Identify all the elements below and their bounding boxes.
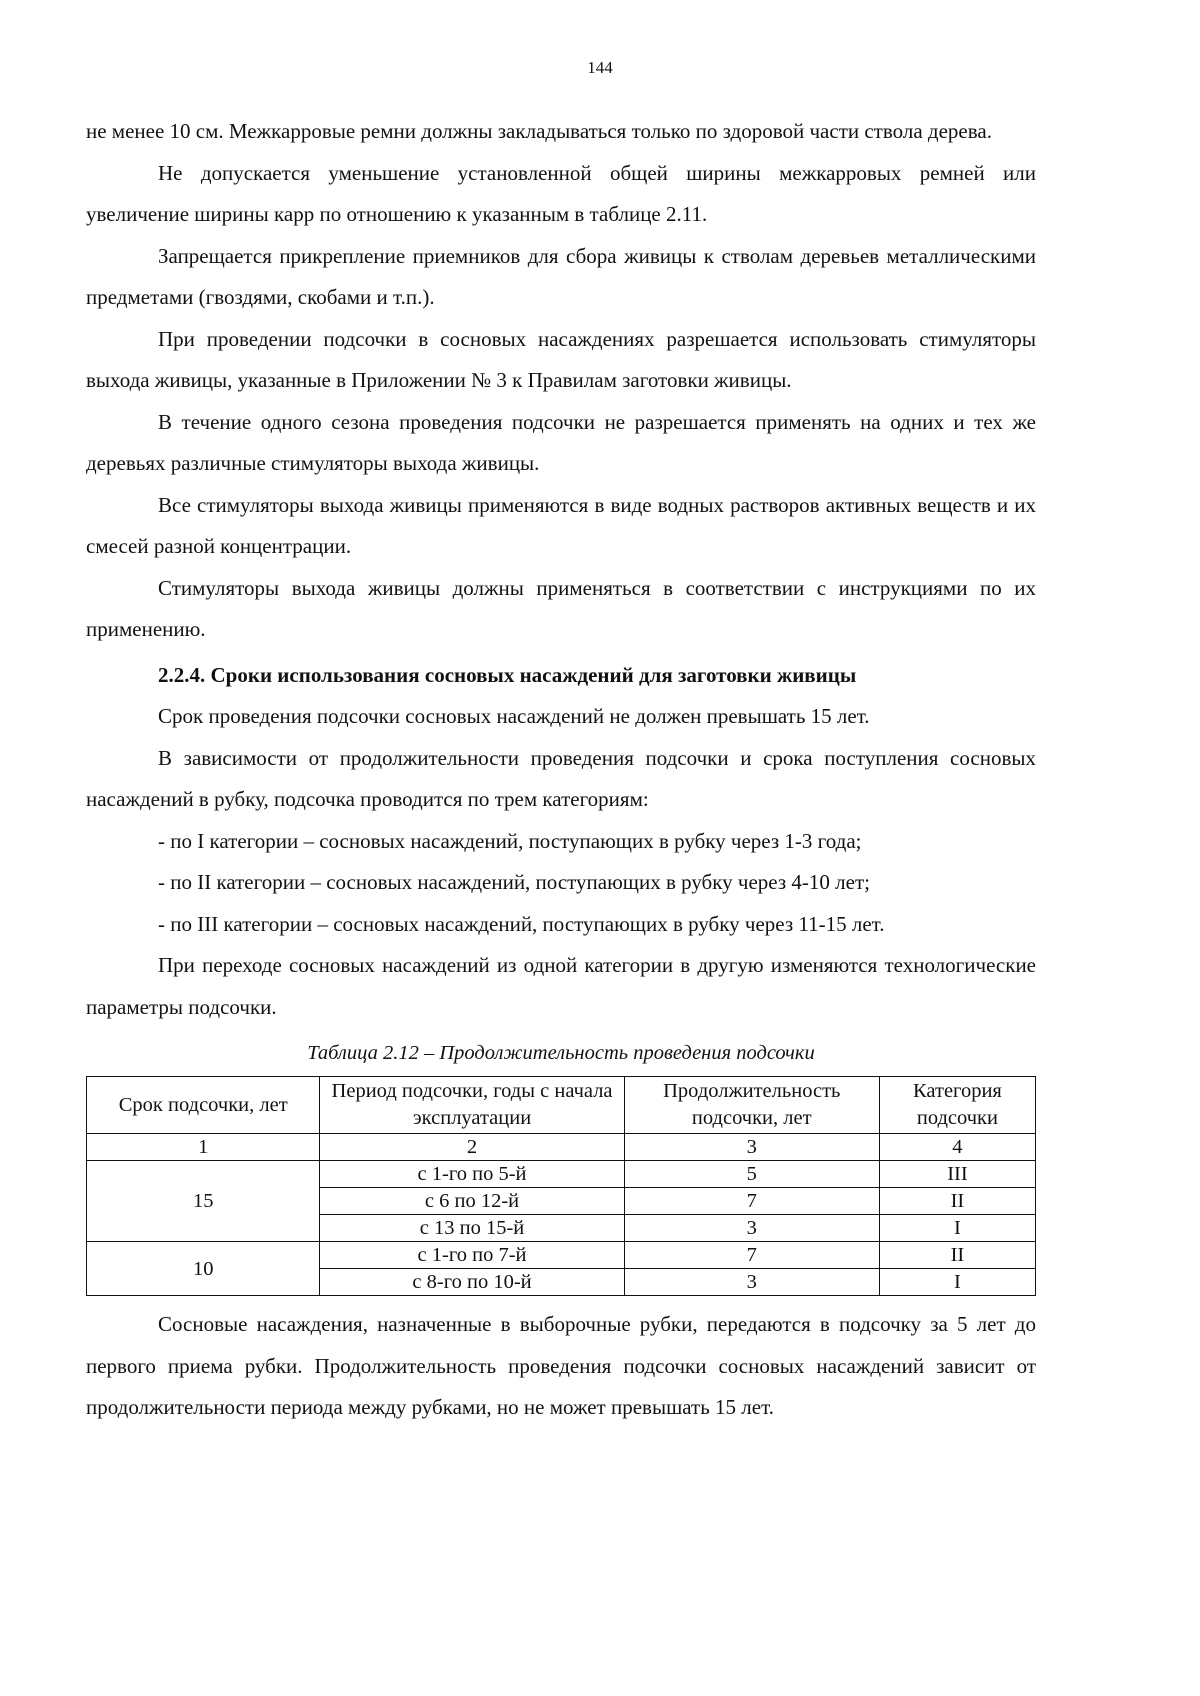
numbering-cell: 2 — [320, 1134, 624, 1161]
category-cell: II — [879, 1188, 1035, 1215]
header-cell: Категория подсочки — [879, 1077, 1035, 1134]
section-heading: 2.2.4. Сроки использования сосновых насаждений для заготовки живицы — [158, 662, 857, 687]
numbering-cell: 4 — [879, 1134, 1035, 1161]
list-item: - по II категории – сосновых насаждений, поступающих в рубку через 4-10 лет; — [158, 870, 870, 894]
paragraph: При переходе сосновых насаждений из одной категории в другую изменяются технологические параметры подсочки. — [86, 953, 1036, 1019]
category-cell: I — [879, 1269, 1035, 1296]
duration-cell: 3 — [624, 1269, 879, 1296]
header-cell: Продолжительность подсочки, лет — [624, 1077, 879, 1134]
period-cell: с 8-го по 10-й — [320, 1269, 624, 1296]
term-cell: 15 — [87, 1161, 320, 1242]
term-cell: 10 — [87, 1242, 320, 1296]
table-header-row — [87, 1077, 1036, 1134]
period-cell: с 6 по 12-й — [320, 1188, 624, 1215]
period-cell: с 1-го по 7-й — [320, 1242, 624, 1269]
period-cell: с 1-го по 5-й — [320, 1161, 624, 1188]
duration-table — [86, 1076, 1036, 1296]
list-item: - по I категории – сосновых насаждений, поступающих в рубку через 1-3 года; — [158, 828, 862, 853]
paragraph: Срок проведения подсочки сосновых насаждений не должен превышать 15 лет. — [158, 704, 870, 728]
page-number: 144 — [587, 58, 613, 77]
header-cell: Срок подсочки, лет — [87, 1077, 320, 1134]
list-item: - по III категории – сосновых насаждений, поступающих в рубку через 11-15 лет. — [158, 911, 885, 936]
table-row — [87, 1242, 1036, 1269]
duration-cell: 3 — [624, 1215, 879, 1242]
duration-cell: 7 — [624, 1188, 879, 1215]
paragraph: В течение одного сезона проведения подсочки не разрешается применять на одних и тех же деревьях различные стимуляторы выхода живицы. — [86, 409, 1036, 475]
paragraph: не менее 10 см. Межкарровые ремни должны закладываться только по здоровой части ствола дерева. — [86, 119, 992, 143]
period-cell: с 13 по 15-й — [320, 1215, 624, 1242]
paragraph: Запрещается прикрепление приемников для сбора живицы к стволам деревьев металлическими предметами (гвоздями, скобами и т.п.). — [86, 243, 1036, 309]
paragraph: Сосновые насаждения, назначенные в выборочные рубки, передаются в подсочку за 5 лет до первого приема рубки. Продолжительность проведения подсочки сосновых насаждений зависит от продолжительности периода между рубками, но не может превышать 15 лет. — [86, 1312, 1036, 1419]
category-cell: I — [879, 1215, 1035, 1242]
duration-cell: 5 — [624, 1161, 879, 1188]
paragraph: Стимуляторы выхода живицы должны применяться в соответствии с инструкциями по их применению. — [86, 575, 1036, 641]
table-row — [87, 1161, 1036, 1188]
duration-cell: 7 — [624, 1242, 879, 1269]
table-caption: Таблица 2.12 – Продолжительность проведения подсочки — [307, 1042, 815, 1064]
paragraph: При проведении подсочки в сосновых насаждениях разрешается использовать стимуляторы выхода живицы, указанные в Приложении № 3 к Правилам заготовки живицы. — [86, 326, 1036, 392]
category-cell: III — [879, 1161, 1035, 1188]
category-cell: II — [879, 1242, 1035, 1269]
page-content — [86, 111, 1036, 1429]
header-cell: Период подсочки, годы с начала эксплуатации — [320, 1077, 624, 1134]
paragraph: В зависимости от продолжительности проведения подсочки и срока поступления сосновых насаждений в рубку, подсочка проводится по трем категориям: — [86, 745, 1036, 811]
paragraph: Все стимуляторы выхода живицы применяются в виде водных растворов активных веществ и их смесей разной концентрации. — [86, 492, 1036, 558]
numbering-cell: 1 — [87, 1134, 320, 1161]
numbering-cell: 3 — [624, 1134, 879, 1161]
paragraph: Не допускается уменьшение установленной общей ширины межкарровых ремней или увеличение ширины карр по отношению к указанным в таблице 2.11. — [86, 160, 1036, 226]
table-numbering-row — [87, 1134, 1036, 1161]
